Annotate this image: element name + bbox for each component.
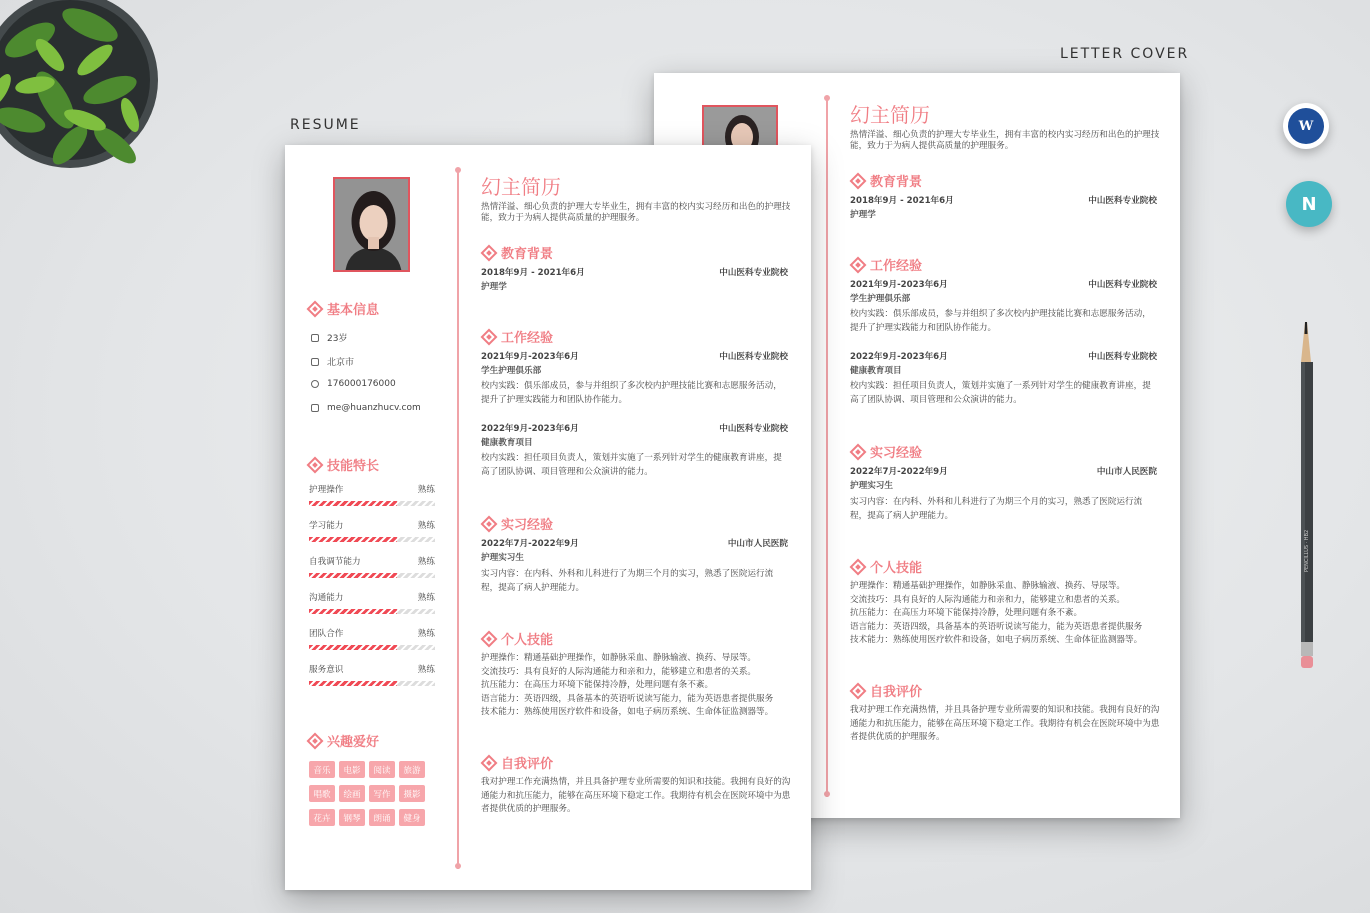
work-desc: 校内实践：俱乐部成员，参与并组织了多次校内护理技能比赛和志愿服务活动，提升了护理实践能力和团队协作能力。 (850, 309, 1151, 333)
ability-header (309, 483, 435, 495)
skill-line: 交流技巧：具有良好的人际沟通能力和亲和力，能够建立和患者的关系。 (850, 594, 1126, 605)
intern-role: 护理实习生 (850, 481, 893, 491)
ability-bar (309, 501, 435, 506)
ability-name: 护理操作 (309, 485, 344, 495)
section-self-eval (483, 753, 553, 772)
ability-level: 熟练 (417, 665, 435, 675)
work-org: 中山医科专业院校 (1088, 352, 1157, 362)
education-date: 2018年9月 - 2021年6月 (481, 268, 585, 278)
self-eval-text: 我对护理工作充满热情，并且具备护理专业所需要的知识和技能。我拥有良好的沟通能力和抗压能力，能够在高压环境下稳定工作。我期待有机会在医院环境中为患者提供优质的护理服务。 (481, 777, 791, 814)
section-basic (309, 299, 379, 318)
diamond-icon (307, 300, 324, 317)
ability-level: 熟练 (417, 521, 435, 531)
section-skills (852, 557, 922, 576)
skill-line: 护理操作：精通基础护理操作，如静脉采血、静脉输液、换药、导尿等。 (850, 581, 1126, 591)
info-age (311, 331, 347, 344)
ability-item (309, 663, 435, 686)
work-row-1 (850, 278, 1157, 290)
section-work (852, 255, 922, 274)
ability-header (309, 663, 435, 675)
resume-label: RESUME (290, 117, 361, 133)
hobby-tag: 阅读 (369, 761, 395, 778)
skill-line: 技术能力：熟练使用医疗软件和设备，如电子病历系统、生命体征监测器等。 (481, 707, 774, 717)
education-school: 中山医科专业院校 (1088, 196, 1157, 206)
intern-row (850, 465, 1157, 477)
section-hobbies (309, 731, 379, 750)
ability-item (309, 483, 435, 506)
work-desc: 校内实践：俱乐部成员，参与并组织了多次校内护理技能比赛和志愿服务活动，提升了护理实践能力和团队协作能力。 (481, 381, 782, 405)
skill-line: 语言能力：英语四级，具备基本的英语听说读写能力，能为英语患者提供服务 (850, 621, 1143, 632)
word-app-icon[interactable] (1283, 103, 1329, 149)
work-date: 2022年9月-2023年6月 (850, 352, 948, 362)
resume-title: 幻主简历 (850, 103, 930, 127)
work-date: 2021年9月-2023年6月 (481, 352, 579, 362)
hobby-tag: 朗诵 (369, 809, 395, 826)
diamond-icon (481, 754, 498, 771)
location-icon (311, 358, 319, 366)
education-major: 护理学 (850, 210, 876, 220)
work-role: 学生护理俱乐部 (850, 294, 911, 304)
resume-title: 幻主简历 (481, 175, 561, 199)
intro-text: 热情洋溢、细心负责的护理大专毕业生，拥有丰富的校内实习经历和出色的护理技能，致力于为病人提供高质量的护理服务。 (850, 130, 1160, 151)
work-desc: 校内实践：担任项目负责人，策划并实施了一系列针对学生的健康教育讲座，提高了团队协调、项目管理和公众演讲的能力。 (481, 453, 782, 477)
hobby-tags (309, 761, 425, 826)
section-title: 基本信息 (327, 303, 380, 318)
section-title: 教育背景 (501, 247, 554, 262)
info-city-value: 北京市 (327, 358, 355, 368)
ability-name: 服务意识 (309, 665, 344, 675)
info-email-value: me@huanzhucv.com (327, 403, 421, 413)
ability-bar-fill (309, 645, 397, 650)
hobby-tag: 花卉 (309, 809, 335, 826)
ability-bar (309, 645, 435, 650)
skills-list (850, 580, 1160, 648)
ability-bar-fill (309, 537, 397, 542)
pencil-text: PENCILLUS · HB2 (1304, 529, 1310, 572)
education-date: 2018年9月 - 2021年6月 (850, 196, 954, 206)
work-date: 2021年9月-2023年6月 (850, 280, 948, 290)
info-phone-value: 176000176000 (327, 379, 396, 389)
ability-name: 沟通能力 (309, 593, 344, 603)
ability-level: 熟练 (417, 485, 435, 495)
ability-bar-fill (309, 609, 397, 614)
section-title: 实习经验 (870, 446, 923, 461)
ability-bar (309, 681, 435, 686)
info-city (311, 355, 354, 368)
pencil-decoration (1293, 322, 1323, 672)
section-work (483, 327, 553, 346)
section-self-eval (852, 681, 922, 700)
timeline-dot-top (824, 95, 830, 101)
hobby-tag: 旅游 (399, 761, 425, 778)
timeline-line (457, 169, 459, 869)
hobby-tag: 唱歌 (309, 785, 335, 802)
ability-level: 熟练 (417, 629, 435, 639)
education-row (481, 266, 788, 278)
ability-level: 熟练 (417, 557, 435, 567)
section-title: 工作经验 (501, 331, 554, 346)
work-org: 中山医科专业院校 (719, 352, 788, 362)
work-role: 学生护理俱乐部 (481, 366, 542, 376)
work-desc: 校内实践：担任项目负责人，策划并实施了一系列针对学生的健康教育讲座，提高了团队协调、项目管理和公众演讲的能力。 (850, 381, 1151, 405)
diamond-icon (850, 256, 867, 273)
section-skills (483, 629, 553, 648)
section-intern (852, 442, 922, 461)
ability-bar-fill (309, 681, 397, 686)
intern-desc: 实习内容：在内科、外科和儿科进行了为期三个月的实习，熟悉了医院运行流程，提高了病人护理能力。 (850, 497, 1143, 521)
work-date: 2022年9月-2023年6月 (481, 424, 579, 434)
intern-date: 2022年7月-2022年9月 (850, 467, 948, 477)
hobby-tag: 音乐 (309, 761, 335, 778)
work-role: 健康教育项目 (481, 438, 533, 448)
ability-item (309, 555, 435, 578)
skill-line: 抗压能力：在高压力环境下能保持冷静，处理问题有条不紊。 (850, 608, 1083, 618)
timeline-dot-bottom (455, 863, 461, 869)
resume-sheet (285, 145, 811, 890)
skill-line: 交流技巧：具有良好的人际沟通能力和亲和力，能够建立和患者的关系。 (481, 666, 757, 677)
ability-header (309, 627, 435, 639)
work-org: 中山医科专业院校 (719, 424, 788, 434)
section-title: 自我评价 (501, 757, 554, 772)
skill-line: 语言能力：英语四级，具备基本的英语听说读写能力，能为英语患者提供服务 (481, 693, 774, 704)
ability-header (309, 519, 435, 531)
work-role: 健康教育项目 (850, 366, 902, 376)
letter-cover-label: LETTER COVER (1060, 46, 1190, 62)
word-icon: W (1288, 108, 1324, 144)
info-email (311, 403, 421, 413)
education-major: 护理学 (481, 282, 507, 292)
work-row-2 (850, 350, 1157, 362)
ability-bar (309, 537, 435, 542)
diamond-icon (481, 515, 498, 532)
skill-line: 技术能力：熟练使用医疗软件和设备，如电子病历系统、生命体征监测器等。 (850, 635, 1143, 645)
section-title: 工作经验 (870, 259, 923, 274)
intro-text: 热情洋溢、细心负责的护理大专毕业生，拥有丰富的校内实习经历和出色的护理技能，致力于为病人提供高质量的护理服务。 (481, 202, 791, 223)
intern-desc: 实习内容：在内科、外科和儿科进行了为期三个月的实习，熟悉了医院运行流程，提高了病人护理能力。 (481, 569, 774, 593)
timeline-line (826, 97, 828, 797)
self-eval-text: 我对护理工作充满热情，并且具备护理专业所需要的知识和技能。我拥有良好的沟通能力和抗压能力，能够在高压环境下稳定工作。我期待有机会在医院环境中为患者提供优质的护理服务。 (850, 705, 1160, 742)
section-education (483, 243, 553, 262)
work-org: 中山医科专业院校 (1088, 280, 1157, 290)
email-icon (311, 404, 319, 412)
section-education (852, 171, 922, 190)
diamond-icon (481, 244, 498, 261)
hobby-tag: 钢琴 (339, 809, 365, 826)
section-intern (483, 514, 553, 533)
ability-bar-fill (309, 573, 397, 578)
person-icon (311, 334, 319, 342)
timeline-dot-bottom (824, 791, 830, 797)
section-abilities (309, 455, 379, 474)
doc-icon: N (1301, 193, 1317, 215)
ability-name: 自我调节能力 (309, 557, 361, 567)
hobby-tag: 摄影 (399, 785, 425, 802)
ability-level: 熟练 (417, 593, 435, 603)
education-school: 中山医科专业院校 (719, 268, 788, 278)
intern-role: 护理实习生 (481, 553, 524, 563)
ability-item (309, 519, 435, 542)
diamond-icon (307, 456, 324, 473)
education-row (850, 194, 1157, 206)
plant-decoration (0, 0, 170, 195)
hobby-tag: 电影 (339, 761, 365, 778)
profile-photo (333, 177, 410, 272)
info-age-value: 23岁 (327, 334, 348, 344)
ability-item (309, 627, 435, 650)
ability-header (309, 555, 435, 567)
timeline-dot-top (455, 167, 461, 173)
diamond-icon (481, 630, 498, 647)
section-title: 实习经验 (501, 518, 554, 533)
ability-header (309, 591, 435, 603)
diamond-icon (850, 558, 867, 575)
skills-list (481, 652, 791, 720)
hobby-tag: 绘画 (339, 785, 365, 802)
ability-bar-fill (309, 501, 397, 506)
work-row-2 (481, 422, 788, 434)
section-title: 个人技能 (870, 561, 923, 576)
diamond-icon (850, 682, 867, 699)
diamond-icon (850, 172, 867, 189)
section-title: 兴趣爱好 (327, 735, 380, 750)
ability-name: 学习能力 (309, 521, 344, 531)
intern-org: 中山市人民医院 (727, 539, 788, 549)
doc-app-icon[interactable] (1286, 181, 1332, 227)
profile-photo (702, 105, 778, 149)
section-title: 技能特长 (327, 459, 380, 474)
info-phone (311, 379, 396, 389)
ability-bar (309, 609, 435, 614)
hobby-tag: 健身 (399, 809, 425, 826)
ability-item (309, 591, 435, 614)
section-title: 自我评价 (870, 685, 923, 700)
skill-line: 抗压能力：在高压力环境下能保持冷静，处理问题有条不紊。 (481, 680, 714, 690)
diamond-icon (481, 328, 498, 345)
diamond-icon (307, 732, 324, 749)
ability-name: 团队合作 (309, 629, 344, 639)
work-row-1 (481, 350, 788, 362)
intern-org: 中山市人民医院 (1096, 467, 1157, 477)
intern-row (481, 537, 788, 549)
intern-date: 2022年7月-2022年9月 (481, 539, 579, 549)
ability-bar (309, 573, 435, 578)
diamond-icon (850, 443, 867, 460)
section-title: 个人技能 (501, 633, 554, 648)
hobby-tag: 写作 (369, 785, 395, 802)
section-title: 教育背景 (870, 175, 923, 190)
phone-icon (311, 380, 319, 388)
skill-line: 护理操作：精通基础护理操作，如静脉采血、静脉输液、换药、导尿等。 (481, 653, 757, 663)
